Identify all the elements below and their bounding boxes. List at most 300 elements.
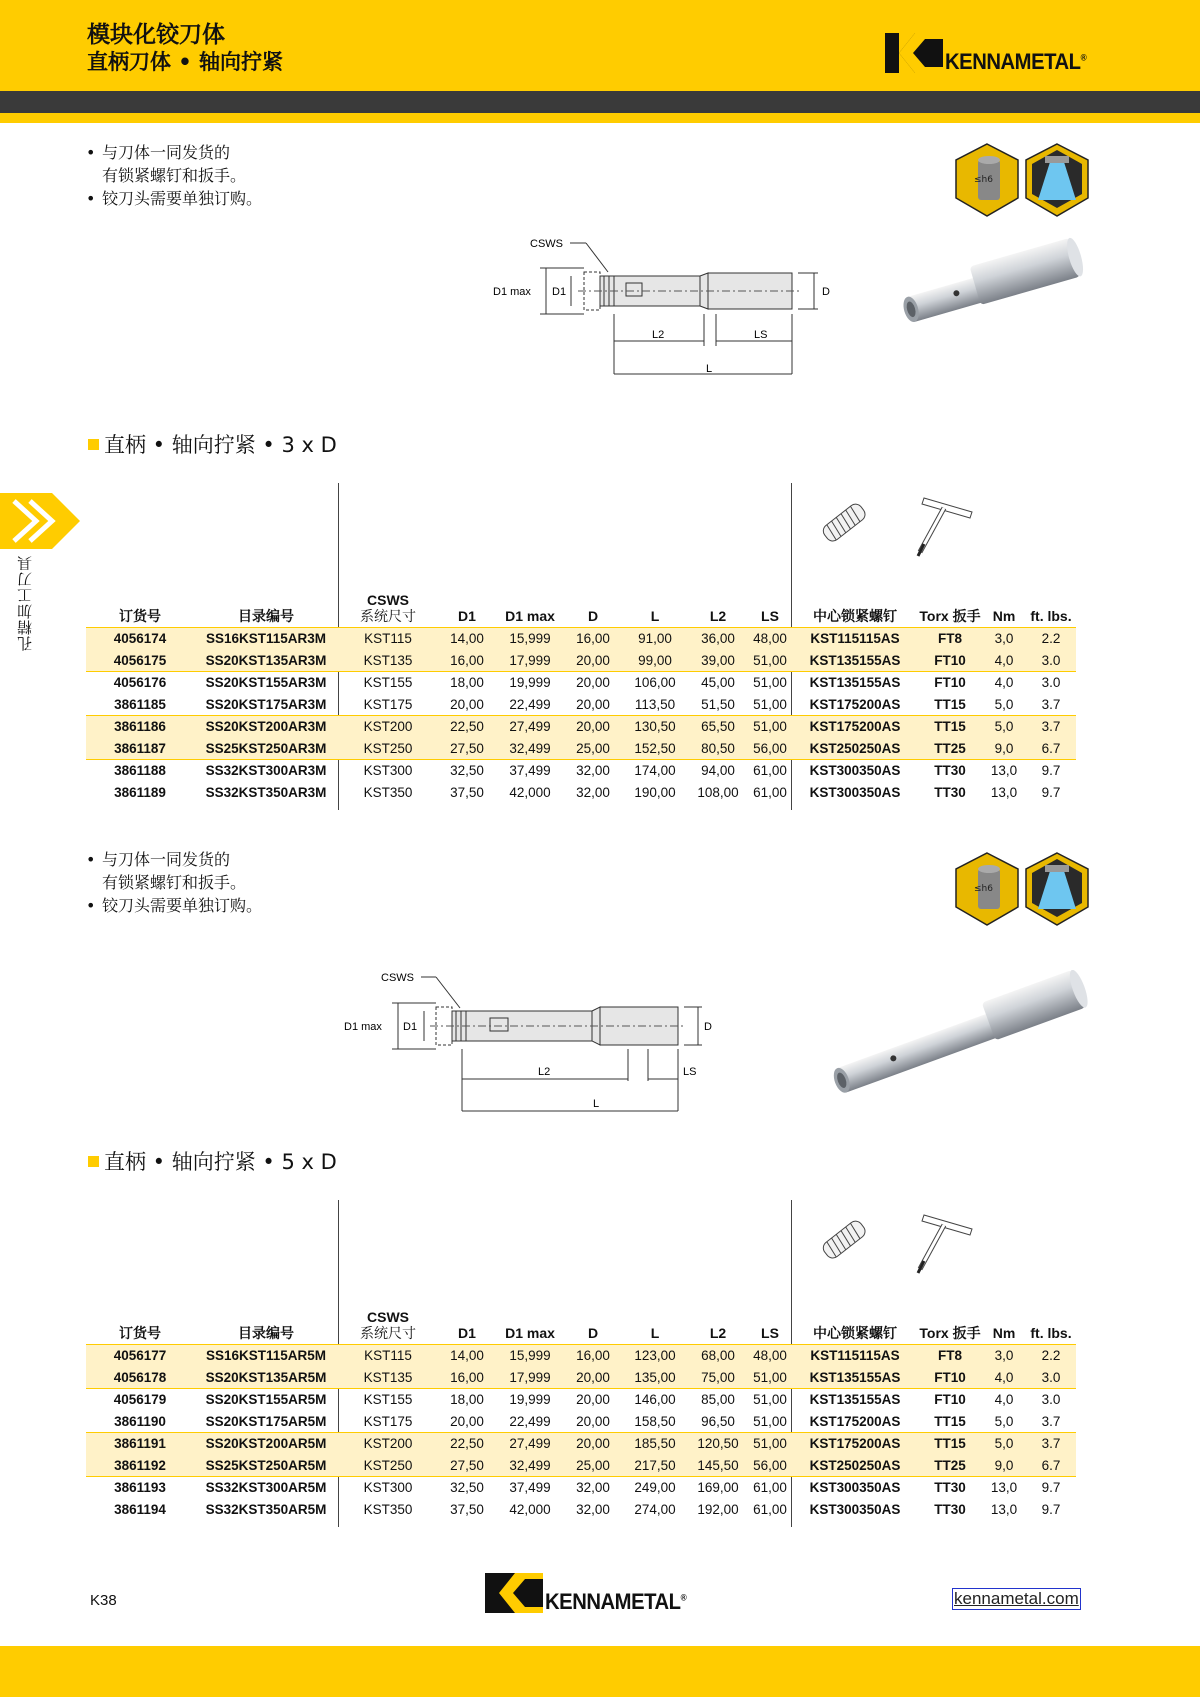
table-cell: 3.7: [1026, 716, 1076, 738]
table-cell: 20,00: [564, 650, 622, 672]
table-cell: 61,00: [748, 1477, 792, 1499]
note-item: • 与刀体一同发货的: [86, 141, 262, 164]
table-cell: FT10: [918, 672, 982, 694]
table-cell: FT8: [918, 1345, 982, 1367]
side-tab-label: 孔精加工刀具: [16, 555, 34, 651]
table-cell: 80,50: [688, 738, 748, 760]
table-cell: KST175200AS: [809, 1413, 901, 1429]
table-cell: 20,00: [564, 1367, 622, 1389]
col-order-no: 订货号: [119, 608, 161, 624]
table-cell: 27,50: [438, 738, 496, 760]
table-cell: 96,50: [701, 1413, 735, 1429]
table-cell: SS25KST250AR5M: [194, 1455, 338, 1477]
table-cell: 56,00: [748, 1455, 792, 1477]
table-cell: 13,0: [982, 1477, 1026, 1499]
table-cell: 14,00: [438, 628, 496, 650]
kennametal-k-mark-icon: [885, 33, 943, 73]
table-cell: SS32KST350AR5M: [205, 1502, 327, 1517]
table-cell: TT15: [918, 1433, 982, 1455]
h6-label: ≤h6: [974, 175, 993, 185]
drawing-label-ls: LS: [683, 1066, 697, 1078]
notes-block-2: [86, 848, 262, 917]
col-l: L: [650, 1325, 660, 1341]
h6-tolerance-icon: [956, 144, 1018, 216]
table-cell: 3861185: [114, 696, 166, 712]
table-cell: 36,00: [688, 628, 748, 650]
table-cell: 3.7: [1041, 696, 1061, 712]
table-cell: 20,00: [576, 1413, 610, 1429]
table-cell: FT10: [918, 1367, 982, 1389]
table-cell: 4056177: [86, 1345, 194, 1367]
drawing-label-l2: L2: [538, 1066, 551, 1078]
table-row: [86, 738, 1076, 760]
spec-table-5xd: [86, 1309, 1076, 1521]
table-cell: KST135155AS: [792, 1389, 918, 1411]
table-cell: SS20KST135AR3M: [194, 650, 338, 672]
note-item: • 铰刀头需要单独订购。: [86, 187, 262, 210]
table-cell: 91,00: [622, 628, 688, 650]
table-cell: 3861188: [86, 760, 194, 782]
coolant-through-icon: [1026, 144, 1088, 216]
table-cell: 123,00: [622, 1345, 688, 1367]
table-cell: KST135155AS: [792, 650, 918, 672]
table-cell: 174,00: [622, 760, 688, 782]
table-cell: 13,0: [990, 785, 1018, 800]
table-cell: KST250: [338, 738, 438, 760]
page-number: K38: [90, 1592, 117, 1609]
table-cell: 27,499: [496, 716, 564, 738]
table-cell: SS20KST155AR5M: [194, 1389, 338, 1411]
technical-drawing-5xd: [338, 963, 798, 1115]
table-cell: 108,00: [697, 785, 739, 800]
col-l: L: [650, 608, 660, 624]
drawing-label-ls: LS: [754, 329, 768, 341]
note-item: • 与刀体一同发货的: [86, 848, 262, 871]
table-row: [86, 760, 1076, 782]
table-cell: 51,00: [748, 1389, 792, 1411]
table-cell: 61,00: [753, 785, 787, 800]
table-row: [86, 672, 1076, 694]
table-cell: 16,00: [438, 650, 496, 672]
table-cell: 3.7: [1041, 1413, 1061, 1429]
table-cell: 152,50: [622, 738, 688, 760]
table-cell: 68,00: [688, 1345, 748, 1367]
coolant-through-icon: [1026, 853, 1088, 925]
col-d1: D1: [458, 1325, 476, 1341]
table-cell: 51,00: [748, 1433, 792, 1455]
table-cell: KST155: [338, 1389, 438, 1411]
table-cell: 85,00: [688, 1389, 748, 1411]
table-cell: 51,00: [748, 716, 792, 738]
table-header-row: [86, 592, 1076, 628]
table-cell: 56,00: [748, 738, 792, 760]
table-cell: 32,00: [564, 1477, 622, 1499]
table-cell: KST200: [338, 1433, 438, 1455]
table-cell: KST115: [338, 628, 438, 650]
accessory-icons-2: [812, 1207, 987, 1277]
table-cell: 4056178: [86, 1367, 194, 1389]
table-row: [86, 1367, 1076, 1389]
col-csws: CSWS 系统尺寸: [360, 592, 416, 624]
table-cell: 3861187: [86, 738, 194, 760]
table-cell: 9.7: [1026, 1477, 1076, 1499]
table-cell: 2.2: [1026, 1345, 1076, 1367]
table-cell: 16,00: [564, 628, 622, 650]
table-cell: KST115: [338, 1345, 438, 1367]
table-row: [86, 1345, 1076, 1367]
drawing-label-d1max: D1 max: [493, 286, 531, 298]
col-torx: Torx 扳手: [919, 1325, 981, 1341]
table-cell: 3861193: [86, 1477, 194, 1499]
side-tab-chevron-icon: [0, 493, 82, 549]
col-ls: LS: [761, 1325, 779, 1341]
col-d1: D1: [458, 608, 476, 624]
col-nm: Nm: [992, 608, 1016, 624]
table-cell: 32,50: [438, 760, 496, 782]
drawing-label-l: L: [593, 1098, 600, 1110]
table-cell: 75,00: [688, 1367, 748, 1389]
table-cell: KST300350AS: [792, 760, 918, 782]
table-cell: 4,0: [982, 650, 1026, 672]
col-d: D: [587, 608, 599, 624]
table-cell: 51,00: [753, 1413, 787, 1429]
drawing-label-d: D: [822, 286, 830, 298]
table-cell: 6.7: [1026, 738, 1076, 760]
table-cell: 169,00: [688, 1477, 748, 1499]
section-title-5xd: 直柄 • 轴向拧紧 • 5 x D: [88, 1146, 337, 1176]
table-cell: 3.7: [1026, 1433, 1076, 1455]
tool-body-render-5xd: [814, 970, 1094, 1095]
col-csws: CSWS 系统尺寸: [360, 1309, 416, 1341]
table-cell: SS20KST200AR3M: [194, 716, 338, 738]
table-cell: 27,50: [438, 1455, 496, 1477]
lock-screw-icon: [821, 1218, 868, 1261]
table-cell: 2.2: [1026, 628, 1076, 650]
table-cell: FT10: [918, 650, 982, 672]
table-cell: 32,00: [576, 785, 610, 800]
table-cell: 20,00: [450, 1413, 484, 1429]
table-cell: 9.7: [1026, 760, 1076, 782]
table-cell: 32,00: [564, 760, 622, 782]
table-cell: 61,00: [748, 760, 792, 782]
header-dark-stripe: [0, 91, 1200, 113]
table-cell: 15,999: [496, 628, 564, 650]
table-cell: KST135: [338, 650, 438, 672]
table-cell: 18,00: [438, 1389, 496, 1411]
table-cell: 37,499: [496, 1477, 564, 1499]
table-cell: TT30: [934, 1502, 966, 1517]
spec-table-3xd: [86, 592, 1076, 804]
table-cell: SS20KST175AR3M: [205, 696, 327, 712]
lock-screw-icon: [821, 501, 868, 544]
table-cell: SS32KST300AR3M: [194, 760, 338, 782]
table-row: [86, 694, 1076, 716]
table-cell: 158,50: [634, 1413, 676, 1429]
table-cell: 37,50: [450, 785, 484, 800]
col-l2: L2: [709, 1325, 727, 1341]
table-row: [86, 650, 1076, 672]
table-cell: 16,00: [564, 1345, 622, 1367]
table-cell: 4056174: [86, 628, 194, 650]
table-cell: 22,499: [509, 696, 551, 712]
table-cell: TT15: [918, 716, 982, 738]
col-d1max: D1 max: [505, 1325, 555, 1341]
table-cell: 4,0: [982, 1389, 1026, 1411]
table-cell: 145,50: [688, 1455, 748, 1477]
note-item: • 铰刀头需要单独订购。: [86, 894, 262, 917]
table-cell: 13,0: [990, 1502, 1018, 1517]
tolerance-and-coolant-icons: [952, 142, 1092, 218]
table-row: [86, 1411, 1076, 1433]
table-cell: 20,00: [564, 1389, 622, 1411]
table-cell: 37,50: [450, 1502, 484, 1517]
page-subtitle: 直柄刀体 • 轴向拧紧: [87, 50, 284, 74]
table-cell: 9.7: [1041, 1502, 1061, 1517]
table-cell: 106,00: [622, 672, 688, 694]
table-header-row: [86, 1309, 1076, 1345]
table-cell: 61,00: [753, 1502, 787, 1517]
table-cell: KST200: [338, 716, 438, 738]
table-cell: 45,00: [688, 672, 748, 694]
table-cell: SS32KST300AR5M: [194, 1477, 338, 1499]
col-d1max: D1 max: [505, 608, 555, 624]
table-cell: 27,499: [496, 1433, 564, 1455]
table-cell: 37,499: [496, 760, 564, 782]
table-cell: 22,50: [438, 1433, 496, 1455]
kennametal-logo-header: KENNAMETAL®: [885, 33, 1099, 73]
table-cell: 25,00: [564, 738, 622, 760]
drawing-label-d: D: [704, 1021, 712, 1033]
table-cell: 9,0: [982, 738, 1026, 760]
table-cell: 113,50: [634, 696, 676, 712]
drawing-label-d1max: D1 max: [344, 1021, 382, 1033]
table-cell: KST175200AS: [809, 696, 901, 712]
table-cell: TT15: [934, 1413, 966, 1429]
table-cell: 9,0: [982, 1455, 1026, 1477]
table-cell: 3.0: [1026, 1367, 1076, 1389]
table-cell: 130,50: [622, 716, 688, 738]
table-cell: 18,00: [438, 672, 496, 694]
table-row: [86, 1433, 1076, 1455]
table-cell: 51,00: [753, 696, 787, 712]
col-lock-screw: 中心锁紧螺钉: [813, 1325, 897, 1341]
table-cell: 17,999: [496, 650, 564, 672]
table-cell: 120,50: [688, 1433, 748, 1455]
table-cell: SS32KST350AR3M: [205, 785, 327, 800]
table-cell: 20,00: [450, 696, 484, 712]
table-cell: KST135: [338, 1367, 438, 1389]
table-cell: SS20KST175AR5M: [205, 1413, 327, 1429]
table-cell: TT15: [934, 696, 966, 712]
table-cell: 217,50: [622, 1455, 688, 1477]
table-cell: 19,999: [496, 672, 564, 694]
table-cell: SS20KST155AR3M: [194, 672, 338, 694]
table-cell: 51,00: [748, 672, 792, 694]
table-cell: 20,00: [564, 716, 622, 738]
table-cell: KST250: [338, 1455, 438, 1477]
table-cell: 249,00: [622, 1477, 688, 1499]
table-cell: 4056175: [86, 650, 194, 672]
table-cell: 3861186: [86, 716, 194, 738]
table-cell: KST300350AS: [809, 785, 901, 800]
table-cell: 9.7: [1041, 785, 1061, 800]
table-cell: 190,00: [634, 785, 676, 800]
table-cell: 94,00: [688, 760, 748, 782]
table-cell: 14,00: [438, 1345, 496, 1367]
table-cell: 3861190: [114, 1413, 166, 1429]
table-cell: 20,00: [576, 696, 610, 712]
table-cell: KST115115AS: [792, 1345, 918, 1367]
footer-bar: [0, 1646, 1200, 1697]
drawing-label-d1: D1: [552, 286, 567, 298]
accessory-icons-1: [812, 490, 987, 560]
table-cell: SS20KST200AR5M: [194, 1433, 338, 1455]
table-cell: KST300350AS: [809, 1502, 901, 1517]
table-cell: 51,00: [748, 1367, 792, 1389]
table-cell: 20,00: [564, 672, 622, 694]
table-cell: 22,50: [438, 716, 496, 738]
kennametal-logo-footer: KENNAMETAL®: [485, 1573, 699, 1613]
drawing-label-csws: CSWS: [381, 972, 414, 984]
torx-wrench-icon: [918, 1215, 972, 1273]
table-cell: 16,00: [438, 1367, 496, 1389]
table-row: [86, 628, 1076, 650]
table-row: [86, 1389, 1076, 1411]
table-cell: 5,0: [994, 696, 1014, 712]
table-cell: KST175: [363, 696, 413, 712]
table-cell: 192,00: [697, 1502, 739, 1517]
table-cell: 3861192: [86, 1455, 194, 1477]
table-cell: 15,999: [496, 1345, 564, 1367]
table-cell: KST175: [363, 1413, 413, 1429]
table-cell: TT25: [918, 1455, 982, 1477]
table-cell: KST250250AS: [792, 1455, 918, 1477]
table-cell: KST250250AS: [792, 738, 918, 760]
section-title-3xd: 直柄 • 轴向拧紧 • 3 x D: [88, 429, 337, 459]
table-cell: 6.7: [1026, 1455, 1076, 1477]
table-cell: 32,50: [438, 1477, 496, 1499]
table-cell: 51,00: [748, 650, 792, 672]
col-l2: L2: [709, 608, 727, 624]
table-cell: 25,00: [564, 1455, 622, 1477]
table-cell: KST350: [363, 785, 413, 800]
col-lock-screw: 中心锁紧螺钉: [813, 608, 897, 624]
table-cell: 3861191: [86, 1433, 194, 1455]
table-cell: KST155: [338, 672, 438, 694]
table-cell: 13,0: [982, 760, 1026, 782]
h6-tolerance-icon: [956, 853, 1018, 925]
col-catalog-no: 目录编号: [238, 1325, 294, 1341]
col-order-no: 订货号: [119, 1325, 161, 1341]
tool-body-render-3xd: [888, 234, 1088, 326]
technical-drawing-3xd: [488, 228, 868, 380]
table-cell: 51,50: [701, 696, 735, 712]
table-cell: SS20KST135AR5M: [194, 1367, 338, 1389]
table-cell: 3,0: [982, 628, 1026, 650]
table-cell: TT25: [918, 738, 982, 760]
table-cell: 135,00: [622, 1367, 688, 1389]
table-cell: 274,00: [634, 1502, 676, 1517]
table-row: [86, 782, 1076, 804]
brand-name: KENNAMETAL: [945, 49, 1081, 74]
col-ftlbs: ft. lbs.: [1030, 1325, 1072, 1341]
table-row: [86, 1455, 1076, 1477]
drawing-label-d1: D1: [403, 1021, 418, 1033]
table-cell: KST300: [338, 760, 438, 782]
table-cell: 3861189: [114, 785, 166, 800]
table-body-3xd: [86, 628, 1076, 804]
table-cell: KST350: [363, 1502, 413, 1517]
kennametal-k-mark-icon: [485, 1573, 543, 1613]
note-item: 有锁紧螺钉和扳手。: [102, 873, 247, 892]
table-cell: 5,0: [994, 1413, 1014, 1429]
table-cell: KST300: [338, 1477, 438, 1499]
table-cell: 4056176: [86, 672, 194, 694]
table-cell: 39,00: [688, 650, 748, 672]
table-cell: KST135155AS: [792, 672, 918, 694]
table-cell: 17,999: [496, 1367, 564, 1389]
table-cell: 32,00: [576, 1502, 610, 1517]
drawing-label-csws: CSWS: [530, 238, 563, 250]
table-cell: SS25KST250AR3M: [194, 738, 338, 760]
h6-label: ≤h6: [974, 884, 993, 894]
table-cell: TT30: [918, 1477, 982, 1499]
table-cell: 4056179: [86, 1389, 194, 1411]
table-cell: FT8: [918, 628, 982, 650]
col-d: D: [587, 1325, 599, 1341]
table-cell: 42,000: [509, 1502, 551, 1517]
table-cell: 3.0: [1026, 672, 1076, 694]
table-cell: 32,499: [496, 738, 564, 760]
table-cell: 5,0: [982, 1433, 1026, 1455]
col-nm: Nm: [992, 1325, 1016, 1341]
notes-block-1: [86, 141, 262, 210]
table-cell: 32,499: [496, 1455, 564, 1477]
table-cell: 48,00: [748, 628, 792, 650]
website-link[interactable]: kennametal.com: [954, 1589, 1079, 1608]
table-cell: KST175200AS: [792, 1433, 918, 1455]
table-row: [86, 1499, 1076, 1521]
table-cell: 42,000: [509, 785, 551, 800]
table-cell: 4,0: [982, 1367, 1026, 1389]
table-body-5xd: [86, 1345, 1076, 1521]
table-cell: KST135155AS: [792, 1367, 918, 1389]
table-cell: 4,0: [982, 672, 1026, 694]
table-cell: 22,499: [509, 1413, 551, 1429]
table-cell: 3,0: [982, 1345, 1026, 1367]
table-cell: SS16KST115AR3M: [194, 628, 338, 650]
table-cell: SS16KST115AR5M: [194, 1345, 338, 1367]
table-cell: 20,00: [564, 1433, 622, 1455]
header-yellow-stripe: [0, 113, 1200, 123]
note-item: 有锁紧螺钉和扳手。: [102, 166, 247, 185]
brand-name: KENNAMETAL: [545, 1589, 681, 1614]
table-cell: 3.0: [1026, 1389, 1076, 1411]
col-torx: Torx 扳手: [919, 608, 981, 624]
table-row: [86, 1477, 1076, 1499]
table-cell: 3.0: [1026, 650, 1076, 672]
drawing-label-l: L: [706, 363, 713, 375]
table-cell: FT10: [918, 1389, 982, 1411]
col-ls: LS: [761, 608, 779, 624]
torx-wrench-icon: [918, 498, 972, 556]
table-cell: TT30: [934, 785, 966, 800]
table-cell: 5,0: [982, 716, 1026, 738]
table-cell: KST300350AS: [792, 1477, 918, 1499]
table-cell: KST115115AS: [792, 628, 918, 650]
table-cell: 65,50: [688, 716, 748, 738]
table-cell: 146,00: [622, 1389, 688, 1411]
